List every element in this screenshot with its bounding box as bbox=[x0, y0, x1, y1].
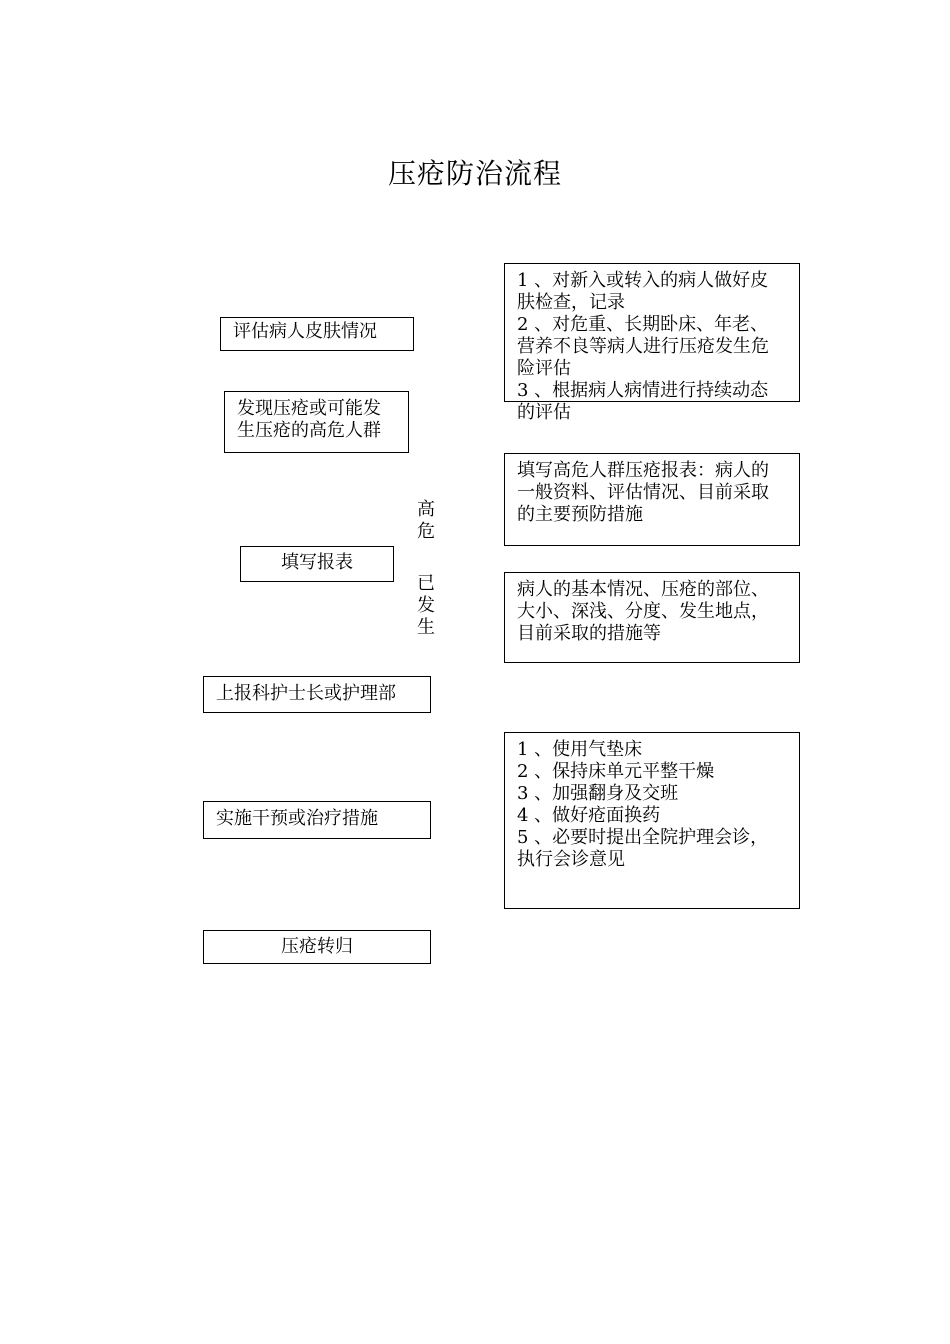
note-line: 的主要预防措施 bbox=[517, 504, 643, 525]
note-line: 目前采取的措施等 bbox=[517, 623, 661, 644]
step-pressure-sore-outcome bbox=[203, 930, 431, 964]
step-fill-report bbox=[240, 546, 394, 582]
branch-label-high-risk-char-2: 危 bbox=[417, 521, 435, 542]
note-line: 4 、做好疮面换药 bbox=[517, 805, 661, 826]
note-line: 1 、对新入或转入的病人做好皮 bbox=[517, 270, 769, 291]
note-line: 肤检查，记录 bbox=[517, 292, 625, 313]
note-line: 执行会诊意见 bbox=[517, 849, 625, 870]
branch-label-high-risk-char-1: 高 bbox=[417, 499, 435, 520]
note-line: 病人的基本情况、压疮的部位、 bbox=[517, 579, 769, 600]
step-implement-intervention bbox=[203, 801, 431, 839]
branch-label-high-risk bbox=[416, 499, 436, 543]
note-line: 5 、必要时提出全院护理会诊， bbox=[517, 827, 769, 848]
note-line: 营养不良等病人进行压疮发生危 bbox=[517, 336, 769, 357]
note-line: 一般资料、评估情况、目前采取 bbox=[517, 482, 769, 503]
step-fill-report-label: 填写报表 bbox=[281, 552, 353, 573]
step-pressure-sore-outcome-label: 压疮转归 bbox=[281, 936, 353, 957]
note-occurred-report bbox=[504, 572, 800, 663]
branch-label-occurred-char-2: 发 bbox=[417, 595, 435, 616]
step-identify-high-risk-line-1: 发现压疮或可能发 bbox=[237, 398, 381, 419]
note-line: 3 、根据病人病情进行持续动态 bbox=[517, 380, 769, 401]
note-assessment-details bbox=[504, 263, 800, 423]
note-line: 填写高危人群压疮报表：病人的 bbox=[517, 460, 769, 481]
step-implement-intervention-label: 实施干预或治疗措施 bbox=[216, 808, 378, 829]
note-line: 2 、对危重、长期卧床、年老、 bbox=[517, 314, 769, 335]
step-assess-skin bbox=[220, 317, 414, 351]
step-report-head-nurse bbox=[203, 676, 431, 713]
note-interventions bbox=[504, 732, 800, 909]
note-line: 险评估 bbox=[517, 358, 571, 379]
step-identify-high-risk-line-2: 生压疮的高危人群 bbox=[237, 420, 381, 441]
note-line: 的评估 bbox=[517, 402, 571, 423]
step-assess-skin-label: 评估病人皮肤情况 bbox=[233, 321, 377, 342]
note-line: 1 、使用气垫床 bbox=[517, 739, 643, 760]
note-line: 大小、深浅、分度、发生地点， bbox=[517, 601, 769, 622]
page-title: 压疮防治流程 bbox=[387, 157, 562, 190]
step-identify-high-risk bbox=[224, 391, 409, 453]
branch-label-occurred bbox=[416, 573, 436, 639]
note-line: 2 、保持床单元平整干燥 bbox=[517, 761, 715, 782]
note-high-risk-report bbox=[504, 453, 800, 546]
step-report-head-nurse-label: 上报科护士长或护理部 bbox=[216, 683, 396, 704]
note-line: 3 、加强翻身及交班 bbox=[517, 783, 679, 804]
branch-label-occurred-char-1: 已 bbox=[417, 573, 435, 594]
branch-label-occurred-char-3: 生 bbox=[417, 617, 435, 638]
